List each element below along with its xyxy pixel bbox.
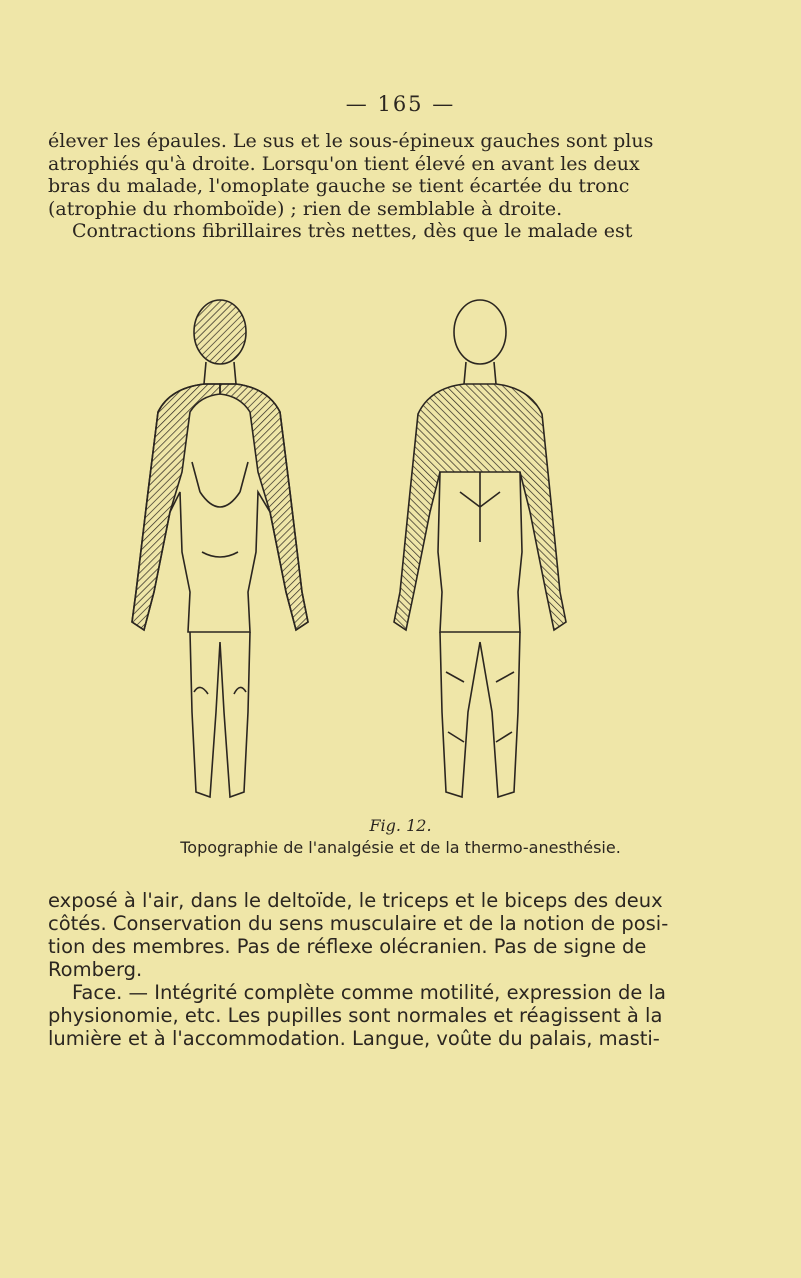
text-line: lumière et à l'accommodation. Langue, voûte du palais, masti-: [48, 1027, 660, 1050]
front-body-figure: [132, 300, 308, 797]
page-number: — 165 —: [345, 92, 456, 116]
text-line: Romberg.: [48, 958, 143, 981]
text-line: Face. — Intégrité complète comme motilité, expression de la: [72, 981, 666, 1004]
figure-label: Fig. 12.: [369, 816, 432, 835]
text-line: atrophiés qu'à droite. Lorsqu'on tient élevé en avant les deux: [48, 152, 640, 175]
bottom-paragraph: [48, 889, 763, 1050]
text-line: physionomie, etc. Les pupilles sont normales et réagissent à la: [48, 1004, 663, 1027]
text-line: (atrophie du rhomboïde) ; rien de semblable à droite.: [48, 197, 563, 220]
anatomical-figure: [130, 292, 710, 862]
text-line: Contractions fibrillaires très nettes, dès que le malade est: [72, 220, 633, 242]
text-line: tion des membres. Pas de réflexe olécranien. Pas de signe de: [48, 935, 647, 958]
text-line: exposé à l'air, dans le deltoïde, le triceps et le biceps des deux: [48, 889, 663, 912]
text-line: côtés. Conservation du sens musculaire et de la notion de posi-: [48, 912, 669, 935]
body-diagram: [130, 292, 710, 812]
top-paragraph: [48, 130, 763, 243]
figure-caption: Topographie de l'analgésie et de la thermo-anesthésie.: [180, 838, 621, 857]
text-line: bras du malade, l'omoplate gauche se tient écartée du tronc: [48, 175, 630, 197]
back-body-figure: [394, 300, 566, 797]
text-line: élever les épaules. Le sus et le sous-épineux gauches sont plus: [48, 130, 654, 152]
